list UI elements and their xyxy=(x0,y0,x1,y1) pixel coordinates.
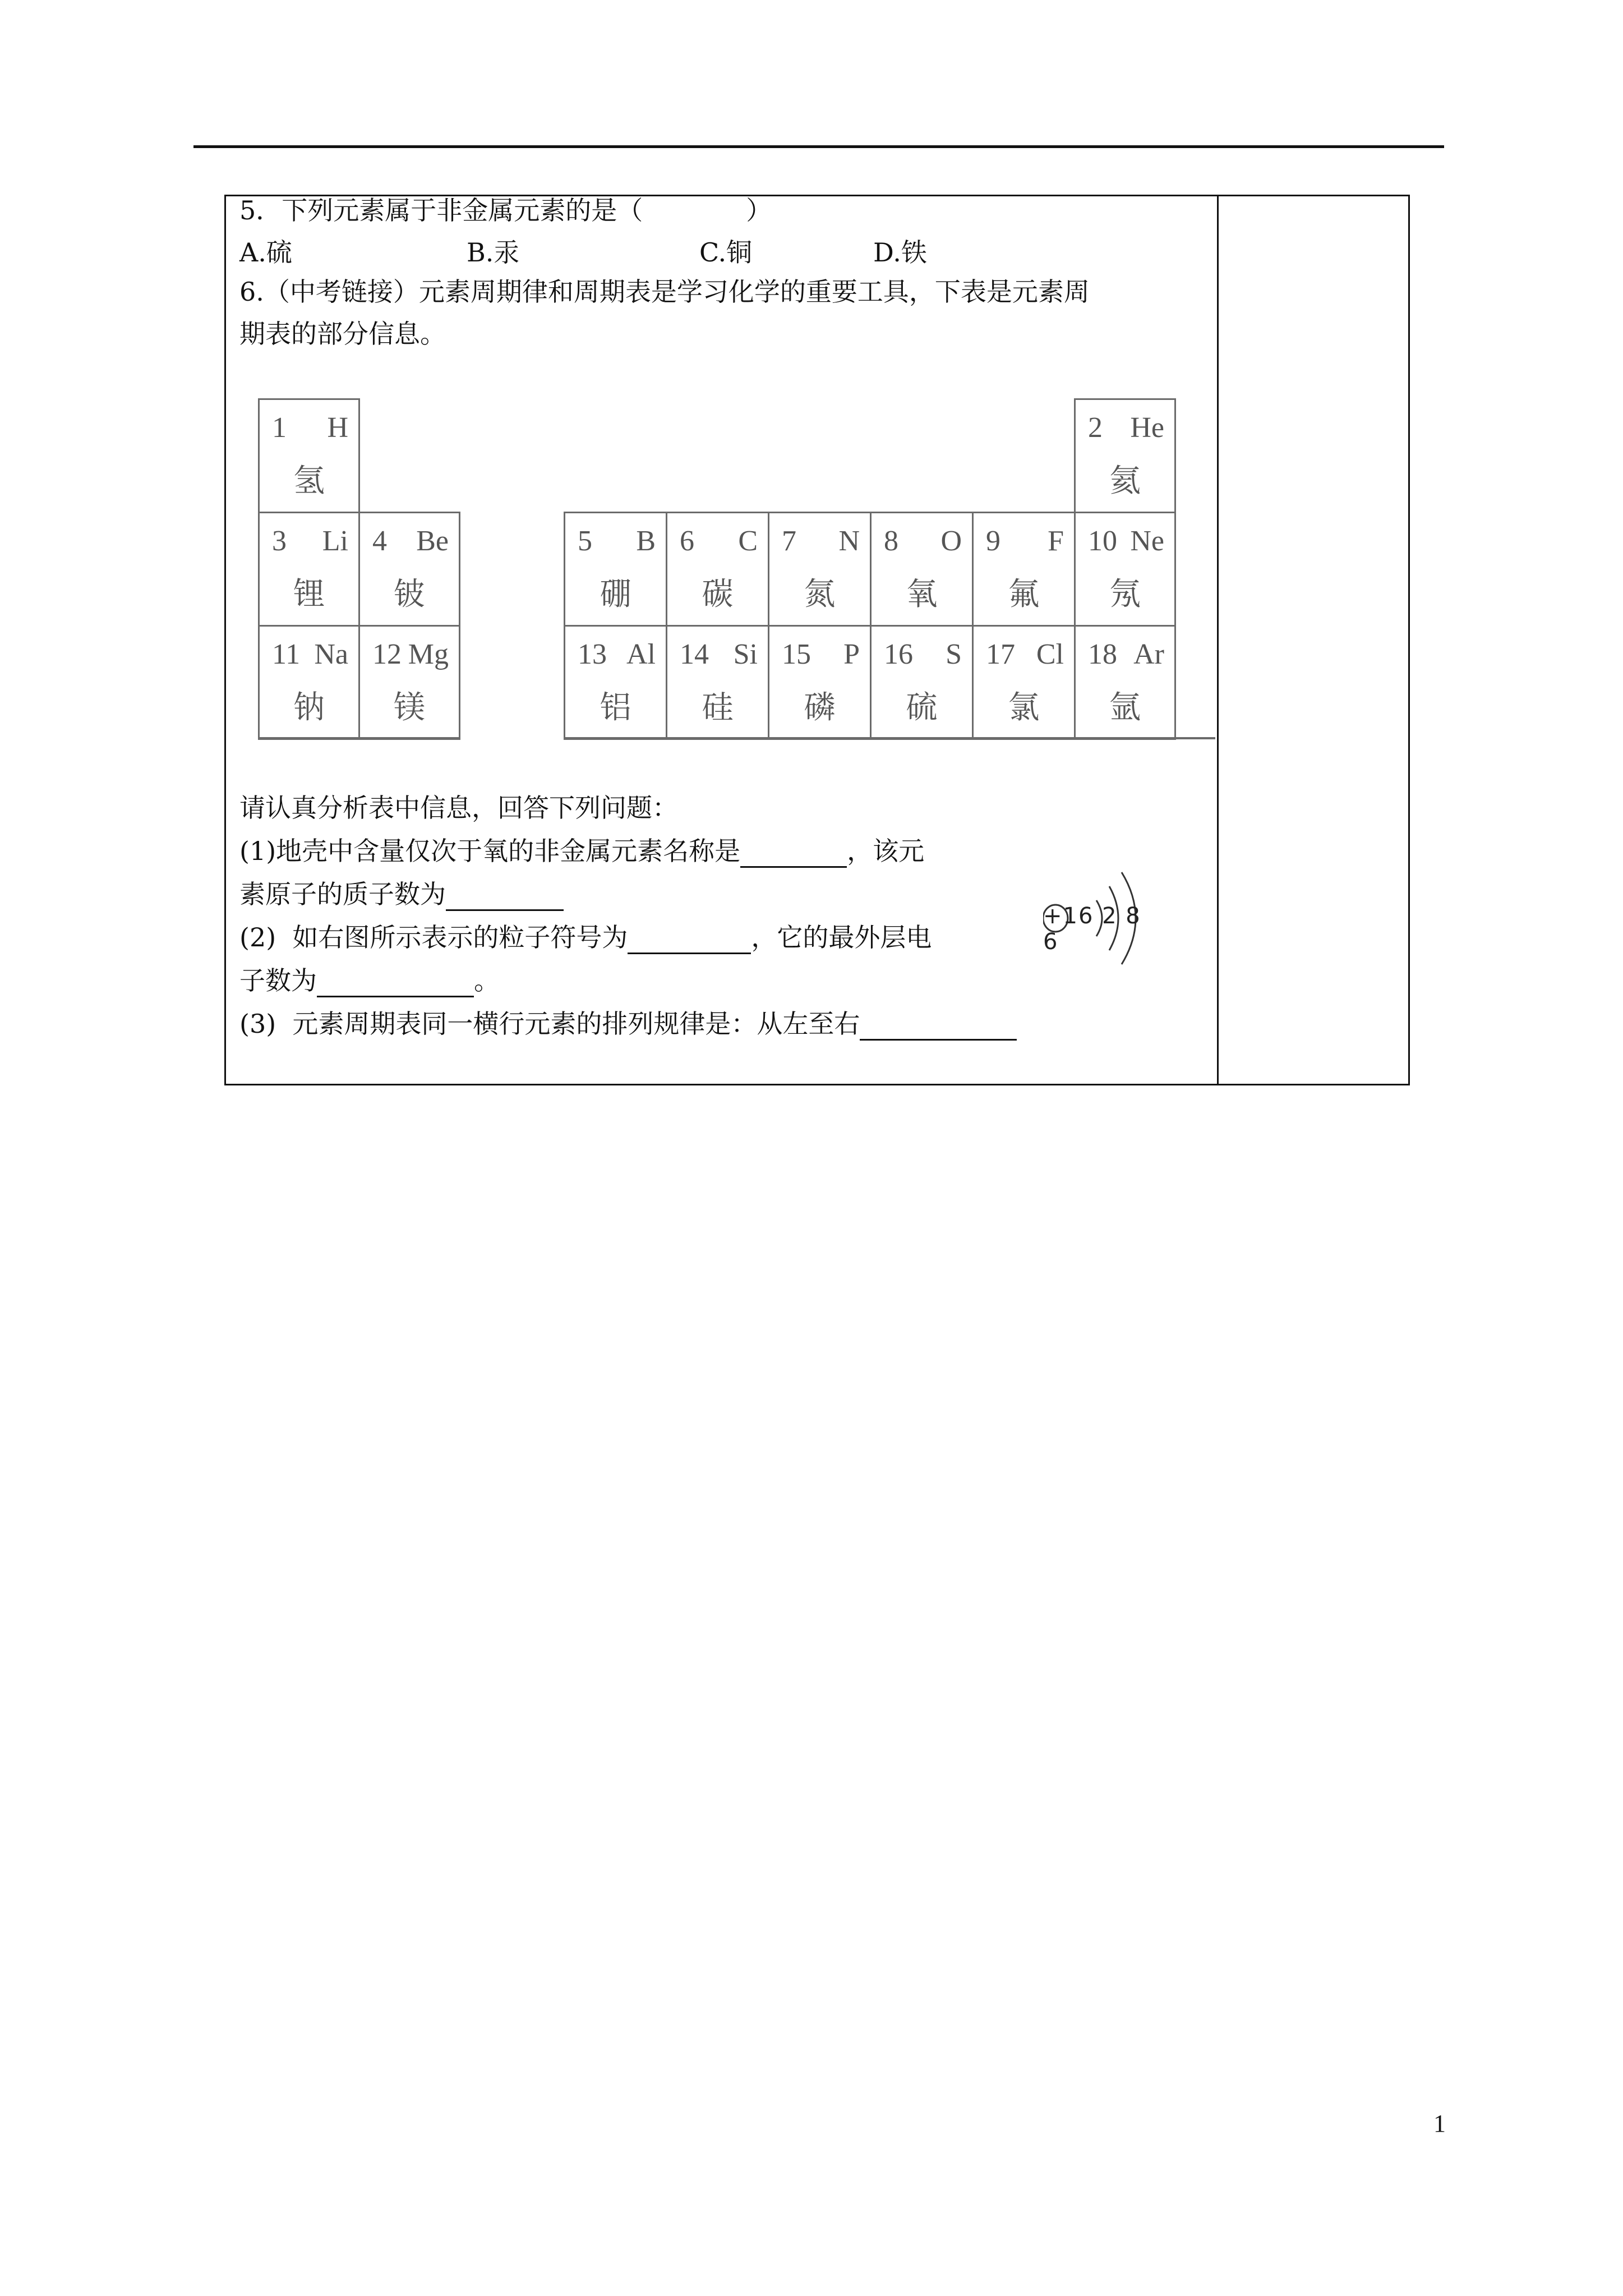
element-cell-9: 9 F 氟 xyxy=(972,512,1076,627)
element-cell-5: 5 B 硼 xyxy=(564,512,667,627)
sub-question-1-line2: 素原子的质子数为 xyxy=(239,877,564,911)
element-cell-1: 1 H 氢 xyxy=(258,398,360,513)
answer-blank-3[interactable] xyxy=(628,927,751,954)
element-cell-8: 8 O 氧 xyxy=(870,512,974,627)
element-cell-3: 3 Li 锂 xyxy=(258,512,360,627)
q5-choice-a: A.硫 xyxy=(239,237,292,268)
sub-question-2-line2: 子数为 。 xyxy=(239,964,500,997)
sub-question-1-line1: (1)地壳中含量仅次于氧的非金属元素名称是 ，该元 xyxy=(239,834,924,868)
page-number: 1 xyxy=(1433,2110,1446,2137)
element-cell-16: 16 S 硫 xyxy=(870,625,974,740)
q5-choice-b: B.汞 xyxy=(467,237,520,268)
element-cell-2: 2 He 氦 xyxy=(1074,398,1176,513)
q6-stem-line1: 6.（中考链接）元素周期律和周期表是学习化学的重要工具，下表是元素周 xyxy=(239,277,1090,307)
element-cell-11: 11 Na 钠 xyxy=(258,625,360,740)
answer-blank-5[interactable] xyxy=(860,1013,1017,1041)
element-cell-6: 6 C 碳 xyxy=(666,512,769,627)
table-bottom-edge-left xyxy=(258,737,460,739)
answer-blank-1[interactable] xyxy=(740,840,847,868)
header-rule xyxy=(193,145,1444,148)
element-cell-14: 14 Si 硅 xyxy=(666,625,769,740)
element-cell-4: 4 Be 铍 xyxy=(358,512,460,627)
element-cell-15: 15 P 磷 xyxy=(768,625,872,740)
atom-diagram-label: +16 2 8 6 xyxy=(1043,903,1141,955)
q6-stem-line2: 期表的部分信息。 xyxy=(239,319,446,349)
analysis-prompt: 请认真分析表中信息，回答下列问题： xyxy=(239,793,678,823)
sub-question-3-line: (3) 元素周期表同一横行元素的排列规律是：从左至右 xyxy=(239,1007,1017,1041)
answer-blank-2[interactable] xyxy=(446,884,564,911)
element-cell-17: 17 Cl 氯 xyxy=(972,625,1076,740)
sub-question-2-line1: (2) 如右图所示表示的粒子符号为 ，它的最外层电 xyxy=(239,921,932,954)
element-cell-12: 12 Mg 镁 xyxy=(358,625,460,740)
q5-stem: 5．下列元素属于非金属元素的是（ ） xyxy=(239,195,772,226)
q5-choice-c: C.铜 xyxy=(699,237,753,268)
table-bottom-edge-right xyxy=(564,737,1215,739)
atom-structure-diagram xyxy=(1043,861,1161,984)
element-cell-13: 13 Al 铝 xyxy=(564,625,667,740)
answer-blank-4[interactable] xyxy=(317,970,474,997)
q5-choice-d: D.铁 xyxy=(873,237,927,268)
element-cell-18: 18 Ar 氩 xyxy=(1074,625,1176,740)
element-cell-10: 10 Ne 氖 xyxy=(1074,512,1176,627)
element-cell-7: 7 N 氮 xyxy=(768,512,872,627)
table-column-divider xyxy=(1217,195,1219,1085)
periodic-table-figure xyxy=(247,387,1206,752)
